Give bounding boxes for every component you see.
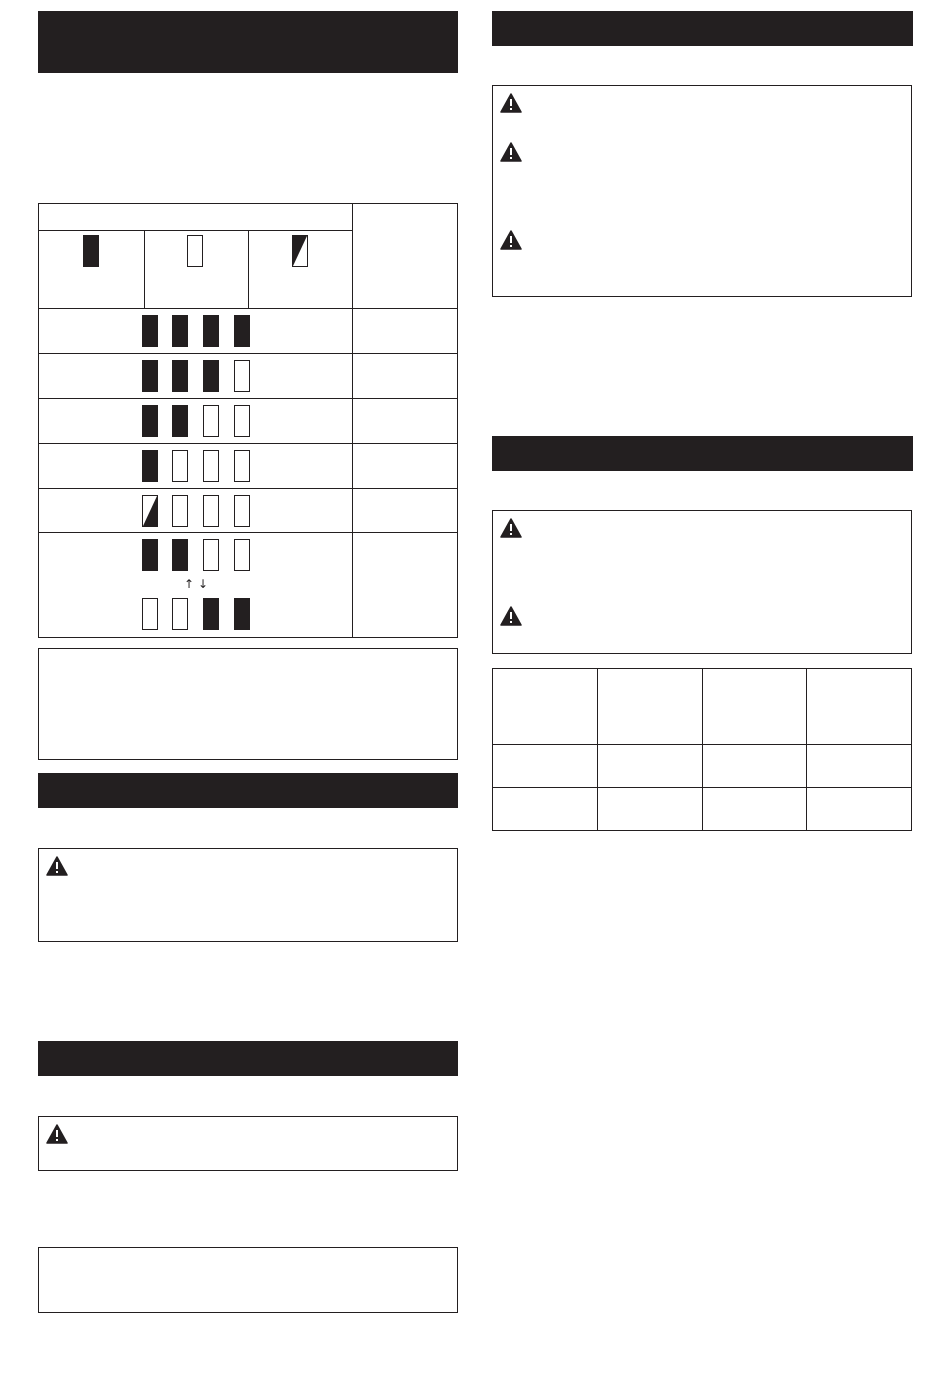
legend-lamp-blinking [292,235,308,267]
table-divider [39,443,457,444]
indicator-lamp [203,405,219,437]
caution-box-2 [38,1116,458,1171]
indicator-lamp [142,360,158,392]
indicator-lamp [234,360,250,392]
warning-triangle-icon [500,606,522,626]
indicator-lamp [142,598,158,630]
table-divider [352,204,353,637]
warning-triangle-icon [500,142,522,162]
caution-box-1 [38,848,458,942]
indicator-lamp [142,405,158,437]
table-divider [597,669,598,830]
warning-triangle-icon [500,518,522,538]
indicator-lamp [203,360,219,392]
indicator-lamp [142,539,158,571]
section-header-bar-2 [38,773,458,808]
table-divider [248,230,249,308]
table-divider [39,488,457,489]
indicator-lamp [234,405,250,437]
indicator-lamp [234,539,250,571]
note-box-2 [38,1247,458,1313]
indicator-lamp [142,315,158,347]
table-divider [39,398,457,399]
legend-lamp-off [187,235,203,267]
warning-triangle-icon [500,93,522,113]
table-divider [702,669,703,830]
indicator-lamp [234,450,250,482]
section-header-bar-3 [38,1041,458,1076]
table-divider [39,308,457,309]
indicator-lamp [203,315,219,347]
table-divider [493,787,911,788]
section-header-bar-5 [492,436,913,471]
battery-indicator-table [38,203,458,638]
indicator-lamp [172,539,188,571]
indicator-lamp [172,405,188,437]
section-header-bar-1 [38,11,458,73]
indicator-lamp [172,495,188,527]
table-divider [39,532,457,533]
indicator-lamp [172,450,188,482]
arrow-down-icon: ↓ [198,577,209,591]
indicator-lamp [142,495,158,527]
spec-table [492,668,912,831]
table-divider [144,230,145,308]
legend-lamp-lit [83,235,99,267]
indicator-lamp [234,598,250,630]
indicator-lamp [172,598,188,630]
caution-box-4 [492,510,912,654]
table-divider [493,744,911,745]
indicator-lamp [203,539,219,571]
indicator-lamp [203,450,219,482]
indicator-lamp [203,598,219,630]
section-header-bar-4 [492,11,913,46]
indicator-lamp [234,315,250,347]
warning-triangle-icon [46,1124,68,1144]
indicator-lamp [203,495,219,527]
warning-triangle-icon [46,856,68,876]
indicator-lamp [234,495,250,527]
indicator-lamp [172,315,188,347]
indicator-lamp [172,360,188,392]
warning-triangle-icon [500,230,522,250]
table-divider [39,230,352,231]
arrow-up-icon: ↑ [184,577,195,591]
indicator-lamp [142,450,158,482]
table-divider [806,669,807,830]
caution-box-3 [492,85,912,297]
note-box-1 [38,648,458,760]
table-divider [39,353,457,354]
